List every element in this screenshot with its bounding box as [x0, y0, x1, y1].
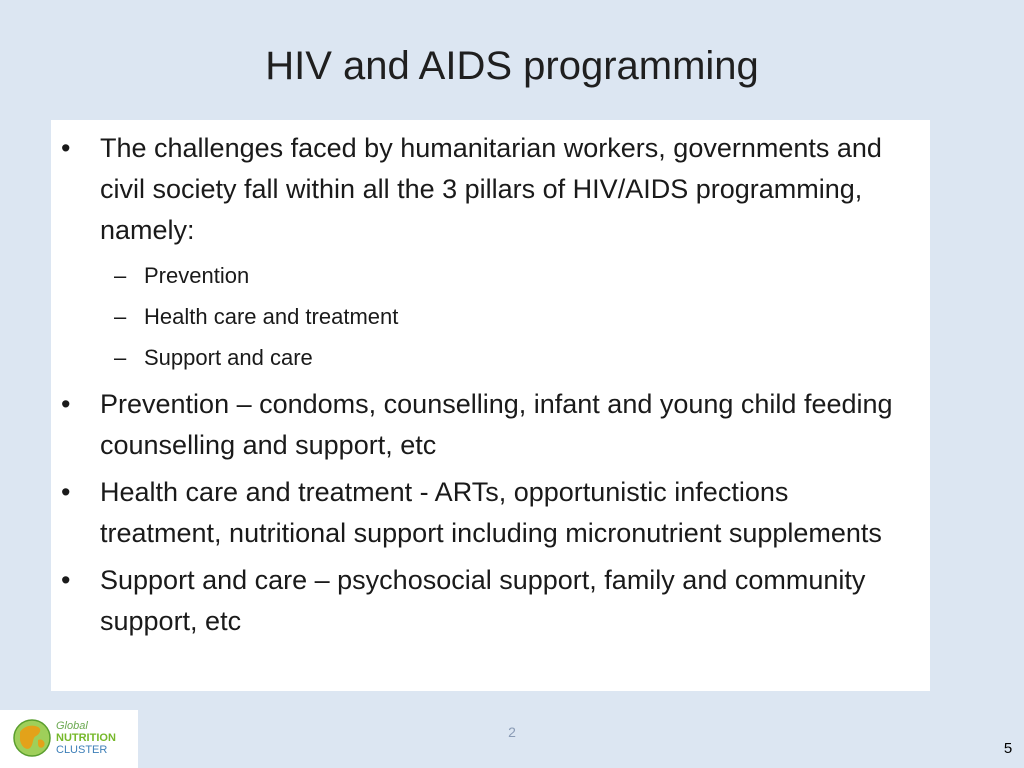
- slide-title: HIV and AIDS programming: [265, 44, 759, 88]
- dash-glyph: –: [114, 263, 127, 288]
- bullet-glyph: •: [61, 565, 71, 595]
- dash-glyph: –: [114, 345, 127, 370]
- bullet-item: [61, 128, 914, 378]
- bullet-list: [61, 128, 914, 642]
- bullet-text: Prevention – condoms, counselling, infant and young child feeding counselling and support, etc: [100, 389, 893, 460]
- bullet-item: [61, 560, 914, 642]
- bullet-item: [61, 472, 914, 554]
- sub-item-health-care: [100, 296, 914, 337]
- sub-text: Prevention: [144, 263, 250, 288]
- bullet-item: [61, 384, 914, 466]
- dash-glyph: –: [114, 304, 127, 329]
- logo-text: [56, 720, 116, 756]
- globe-icon: [12, 718, 52, 758]
- global-nutrition-cluster-logo: [0, 710, 138, 768]
- content-box: [51, 120, 930, 691]
- logo-line-nutrition: NUTRITION: [56, 732, 116, 744]
- bullet-glyph: •: [61, 133, 71, 163]
- bullet-text: Support and care – psychosocial support, family and community support, etc: [100, 565, 866, 636]
- bullet-glyph: •: [61, 389, 71, 419]
- bullet-text: The challenges faced by humanitarian workers, governments and civil society fall within all the 3 pillars of HIV/AIDS programming, namely:: [100, 133, 882, 245]
- page-number: 5: [1003, 740, 1013, 757]
- bullet-text: Health care and treatment - ARTs, opportunistic infections treatment, nutritional support including micronutrient supplements: [100, 477, 882, 548]
- logo-line-global: Global: [56, 720, 88, 732]
- sub-text: Support and care: [144, 345, 313, 370]
- sub-item-support: [100, 337, 914, 378]
- sub-list: [100, 255, 914, 378]
- logo-line-cluster: CLUSTER: [56, 744, 108, 756]
- bullet-glyph: •: [61, 477, 71, 507]
- sub-item-prevention: [100, 255, 914, 296]
- sub-text: Health care and treatment: [144, 304, 399, 329]
- slide-number: 2: [508, 724, 516, 740]
